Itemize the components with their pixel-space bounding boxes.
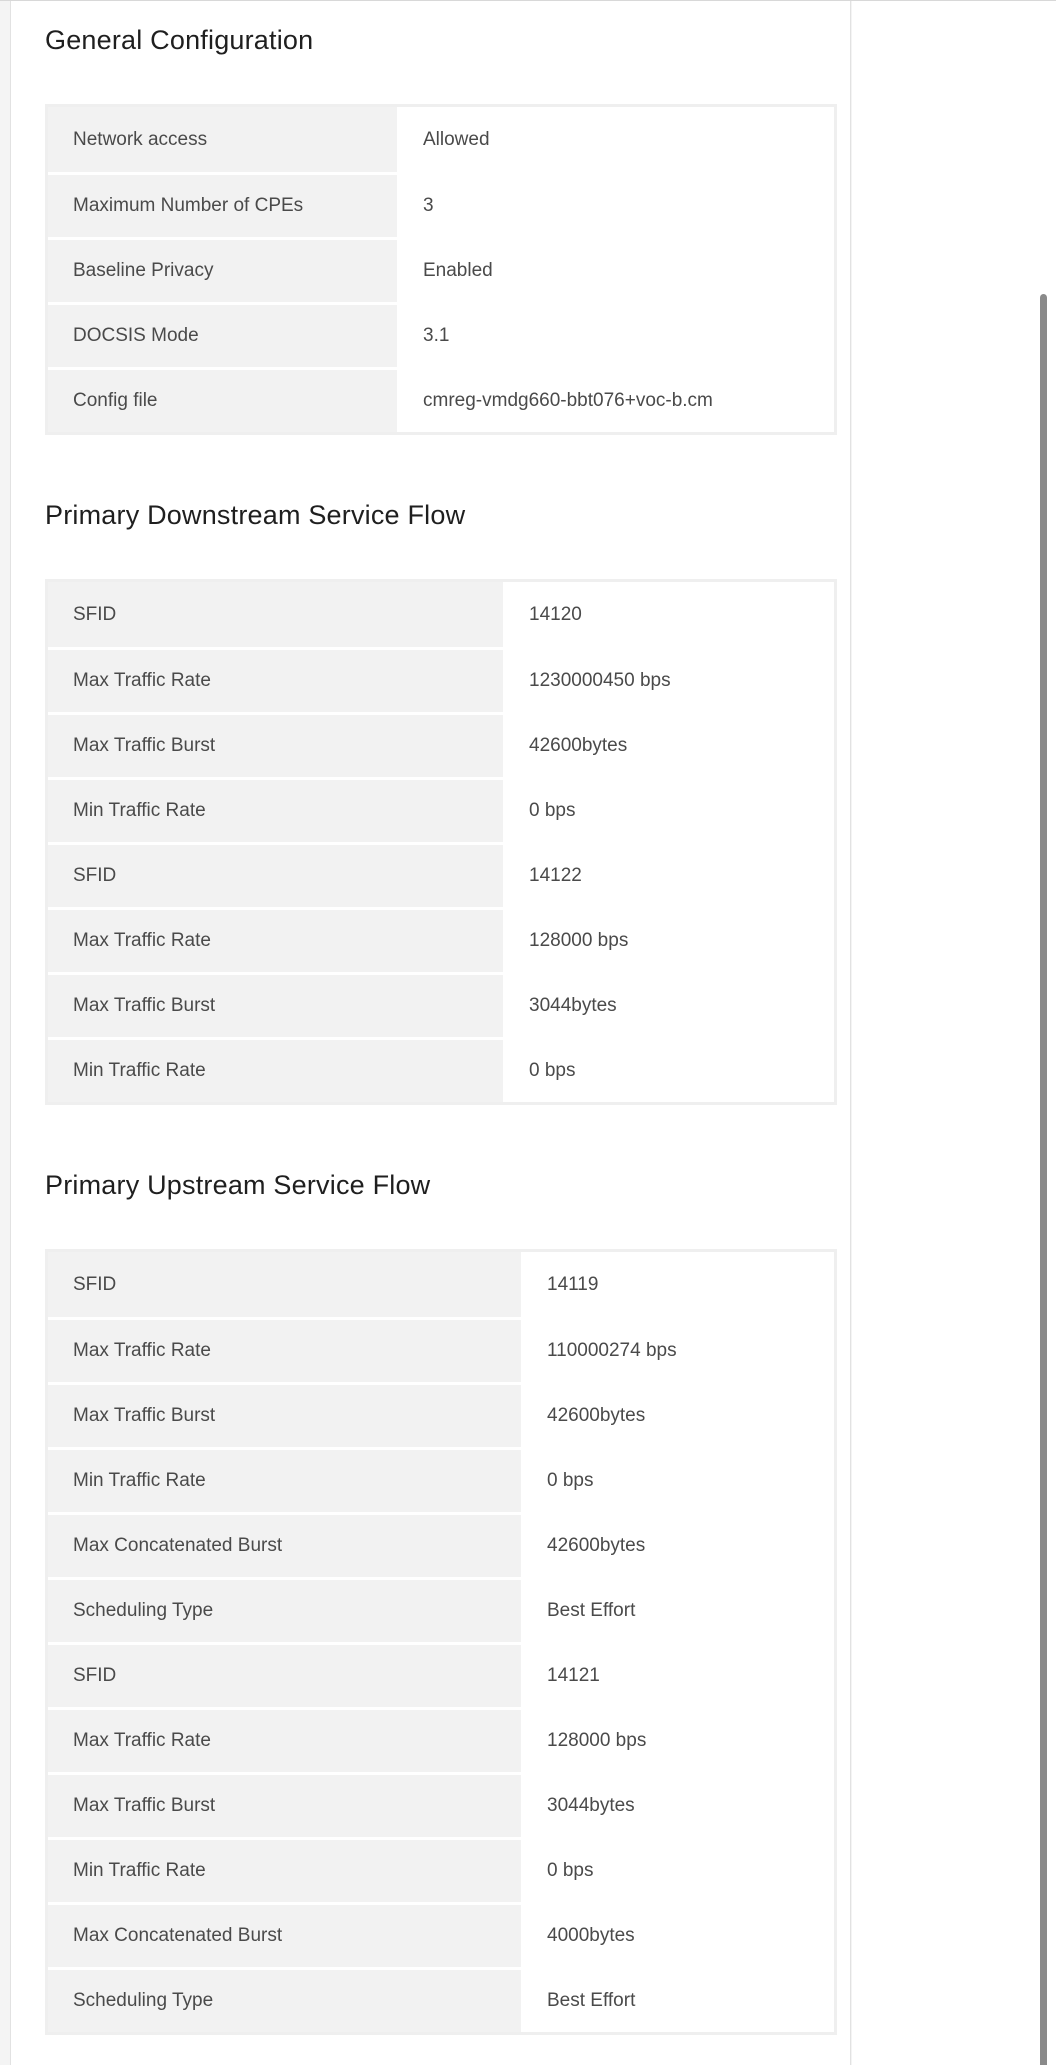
table-row bbox=[48, 647, 834, 712]
row-value: cmreg-vmdg660-bbt076+voc-b.cm bbox=[400, 370, 834, 432]
downstream-service-flow-table bbox=[45, 579, 837, 1105]
row-value: 3.1 bbox=[400, 305, 834, 367]
row-value: 1230000450 bps bbox=[506, 650, 834, 712]
table-row bbox=[48, 1382, 834, 1447]
table-row bbox=[48, 907, 834, 972]
row-label: Max Traffic Rate bbox=[48, 650, 506, 712]
table-row bbox=[48, 302, 834, 367]
row-value: 42600bytes bbox=[524, 1385, 834, 1447]
section-title-general-configuration: General Configuration bbox=[45, 25, 314, 55]
row-value: Allowed bbox=[400, 107, 834, 172]
row-value: 128000 bps bbox=[524, 1710, 834, 1772]
row-label: SFID bbox=[48, 1645, 524, 1707]
row-value: 42600bytes bbox=[506, 715, 834, 777]
row-value: 110000274 bps bbox=[524, 1320, 834, 1382]
row-label: Max Traffic Rate bbox=[48, 1710, 524, 1772]
main-content bbox=[10, 1, 851, 2065]
section-title-upstream-service-flow: Primary Upstream Service Flow bbox=[45, 1170, 431, 1200]
row-label: Network access bbox=[48, 107, 400, 172]
table-row bbox=[48, 1837, 834, 1902]
row-value: 0 bps bbox=[524, 1450, 834, 1512]
row-value: 0 bps bbox=[506, 780, 834, 842]
row-value: Best Effort bbox=[524, 1580, 834, 1642]
row-label: Scheduling Type bbox=[48, 1970, 524, 2032]
row-label: Min Traffic Rate bbox=[48, 1040, 506, 1102]
row-label: Max Traffic Rate bbox=[48, 1320, 524, 1382]
general-configuration-table bbox=[45, 104, 837, 435]
table-row bbox=[48, 1707, 834, 1772]
table-row bbox=[48, 1772, 834, 1837]
row-label: Max Traffic Rate bbox=[48, 910, 506, 972]
row-label: Max Concatenated Burst bbox=[48, 1515, 524, 1577]
table-row bbox=[48, 1577, 834, 1642]
row-value: Enabled bbox=[400, 240, 834, 302]
table-row bbox=[48, 777, 834, 842]
row-value: Best Effort bbox=[524, 1970, 834, 2032]
table-row bbox=[48, 107, 834, 172]
row-label: Max Traffic Burst bbox=[48, 1385, 524, 1447]
vertical-scrollbar[interactable] bbox=[1040, 294, 1047, 2065]
table-row bbox=[48, 1447, 834, 1512]
table-row bbox=[48, 1642, 834, 1707]
row-label: Max Traffic Burst bbox=[48, 975, 506, 1037]
row-label: SFID bbox=[48, 1252, 524, 1317]
row-label: SFID bbox=[48, 845, 506, 907]
row-label: Max Traffic Burst bbox=[48, 1775, 524, 1837]
row-value: 3044bytes bbox=[506, 975, 834, 1037]
row-value: 14121 bbox=[524, 1645, 834, 1707]
row-label: DOCSIS Mode bbox=[48, 305, 400, 367]
table-row bbox=[48, 1252, 834, 1317]
row-label: Min Traffic Rate bbox=[48, 1840, 524, 1902]
row-value: 42600bytes bbox=[524, 1515, 834, 1577]
section-title-downstream-service-flow: Primary Downstream Service Flow bbox=[45, 500, 466, 530]
upstream-service-flow-table bbox=[45, 1249, 837, 2035]
table-row bbox=[48, 1317, 834, 1382]
row-value: 3 bbox=[400, 175, 834, 237]
row-label: SFID bbox=[48, 582, 506, 647]
table-row bbox=[48, 1037, 834, 1102]
row-label: Config file bbox=[48, 370, 400, 432]
row-value: 0 bps bbox=[506, 1040, 834, 1102]
table-row bbox=[48, 172, 834, 237]
row-label: Min Traffic Rate bbox=[48, 780, 506, 842]
row-value: 14122 bbox=[506, 845, 834, 907]
row-value: 128000 bps bbox=[506, 910, 834, 972]
row-label: Scheduling Type bbox=[48, 1580, 524, 1642]
table-row bbox=[48, 972, 834, 1037]
table-row bbox=[48, 582, 834, 647]
table-row bbox=[48, 712, 834, 777]
row-label: Maximum Number of CPEs bbox=[48, 175, 400, 237]
row-label: Baseline Privacy bbox=[48, 240, 400, 302]
row-label: Max Traffic Burst bbox=[48, 715, 506, 777]
table-row bbox=[48, 367, 834, 432]
table-row bbox=[48, 1512, 834, 1577]
row-value: 14120 bbox=[506, 582, 834, 647]
table-row bbox=[48, 1967, 834, 2032]
row-value: 4000bytes bbox=[524, 1905, 834, 1967]
row-value: 3044bytes bbox=[524, 1775, 834, 1837]
row-value: 14119 bbox=[524, 1252, 834, 1317]
row-label: Min Traffic Rate bbox=[48, 1450, 524, 1512]
row-value: 0 bps bbox=[524, 1840, 834, 1902]
table-row bbox=[48, 1902, 834, 1967]
row-label: Max Concatenated Burst bbox=[48, 1905, 524, 1967]
table-row bbox=[48, 842, 834, 907]
right-pane bbox=[852, 1, 1056, 2065]
table-row bbox=[48, 237, 834, 302]
